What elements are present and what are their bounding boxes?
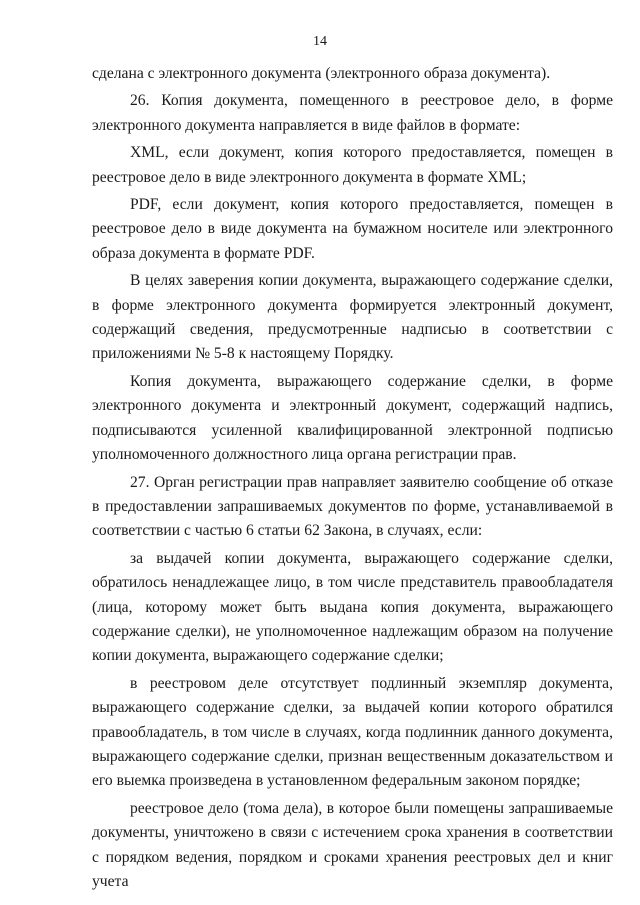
paragraph-signature: Копия документа, выражающего содержание сделки, в форме электронного документа и электронный документ, содержащий надпись, подписываются усиленной квалифицированной электронной подписью уполномоченного должностного лица органа регистрации прав.: [92, 372, 613, 464]
paragraph-item-27: 27. Орган регистрации прав направляет заявителю сообщение об отказе в предоставлении запрашиваемых документов по форме, устанавливаемой в соответствии с частью 6 статьи 62 Закона, в случаях, если:: [92, 473, 613, 540]
page-number: 14: [313, 34, 327, 49]
paragraph-case-improper-person: за выдачей копии документа, выражающего содержание сделки, обратилось ненадлежащее лицо, в том числе представитель правообладателя (лица, которому может быть выдана копия документа, выражающего содержание сделки), не уполномоченное надлежащим образом на получение копии документа, выражающего содержание сделки;: [92, 549, 613, 665]
paragraph-certification: В целях заверения копии документа, выражающего содержание сделки, в форме электронного документа формируется электронный документ, содержащий сведения, предусмотренные надписью в соответствии с приложениями № 5-8 к настоящему Порядку.: [92, 272, 613, 363]
paragraph-pdf-format: PDF, если документ, копия которого предоставляется, помещен в реестровое дело в виде документа на бумажном носителе или электронного образа документа в формате PDF.: [92, 196, 613, 262]
paragraph-case-destroyed: реестровое дело (тома дела), в которое были помещены запрашиваемые документы, уничтожено в связи с истечением срока хранения в соответствии с порядком ведения, порядком и сроками хранения реестровых дел и книг учета: [92, 799, 613, 890]
document-body: [92, 62, 613, 894]
paragraph-case-no-original: в реестровом деле отсутствует подлинный экземпляр документа, выражающего содержание сделки, за выдачей копии которого обратился правообладатель, в том числе в случаях, когда подлинник данного документа, выражающего содержание сделки, признан вещественным доказательством и его выемка произведена в установленном федеральным законом порядке;: [92, 674, 613, 790]
paragraph-xml-format: XML, если документ, копия которого предоставляется, помещен в реестровое дело в виде электронного документа в формате XML;: [92, 144, 613, 186]
paragraph-item-26: 26. Копия документа, помещенного в реестровое дело, в форме электронного документа направляется в виде файлов в формате:: [92, 92, 613, 134]
paragraph-continuation: сделана с электронного документа (электронного образа документа).: [92, 65, 551, 82]
